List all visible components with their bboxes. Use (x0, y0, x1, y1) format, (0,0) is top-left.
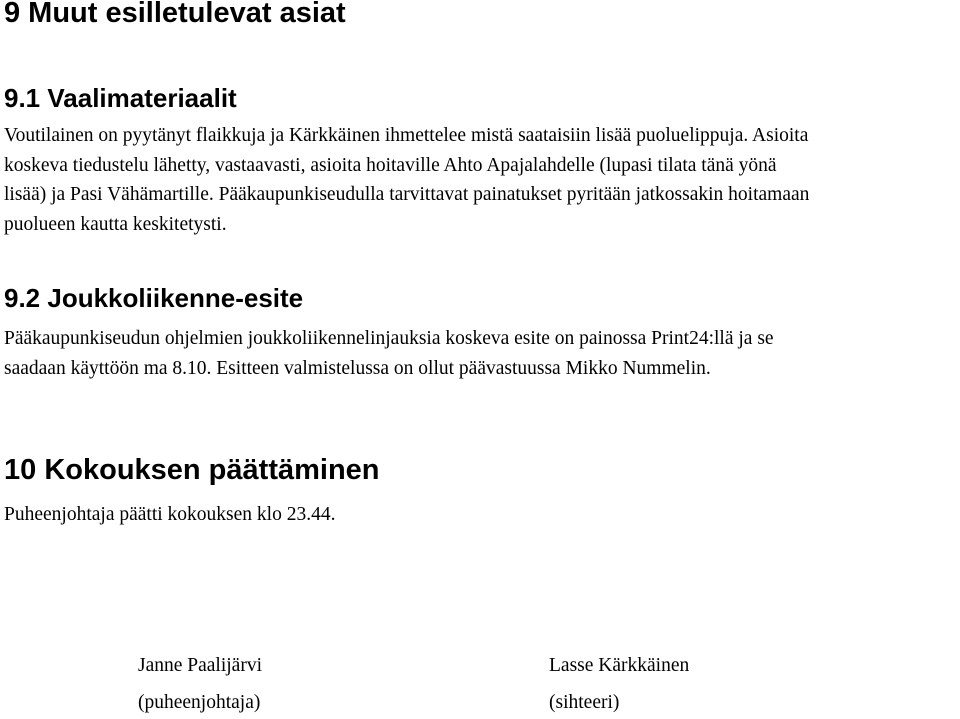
chair-signature-role: (puheenjohtaja) (138, 692, 261, 713)
section-9-2-heading: 9.2 Joukkoliikenne-esite (4, 283, 304, 313)
chair-signature-name: Janne Paalijärvi (138, 655, 262, 676)
secretary-signature-name: Lasse Kärkkäinen (549, 655, 690, 676)
paragraph-line: lisää) ja Pasi Vähämartille. Pääkaupunkiseudulla tarvittavat painatukset pyritään jatkossakin hoitamaan (4, 184, 810, 206)
section-10-paragraph (4, 500, 956, 530)
section-9-heading: 9 Muut esilletulevat asiat (4, 0, 346, 29)
secretary-signature-role: (sihteeri) (549, 692, 620, 713)
paragraph-line: Puheenjohtaja päätti kokouksen klo 23.44. (4, 504, 336, 525)
section-9-1-heading: 9.1 Vaalimateriaalit (4, 83, 237, 113)
paragraph-line: saadaan käyttöön ma 8.10. Esitteen valmistelussa on ollut päävastuussa Mikko Nummelin. (4, 357, 711, 379)
paragraph-line: Voutilainen on pyytänyt flaikkuja ja Kärkkäinen ihmettelee mistä saataisiin lisää puoluelippuja. Asioita (4, 125, 809, 146)
paragraph-line: koskeva tiedustelu lähetty, vastaavasti, asioita hoitaville Ahto Apajalahdelle (lupasi tilata tänä yönä (4, 154, 777, 176)
section-9-2-paragraph (4, 324, 956, 383)
paragraph-line: Pääkaupunkiseudun ohjelmien joukkoliikennelinjauksia koskeva esite on painossa Print24:llä ja se (4, 328, 774, 349)
section-10-heading: 10 Kokouksen päättäminen (4, 454, 380, 486)
paragraph-line: puolueen kautta keskitetysti. (4, 213, 227, 235)
section-9-1-paragraph (4, 121, 956, 239)
